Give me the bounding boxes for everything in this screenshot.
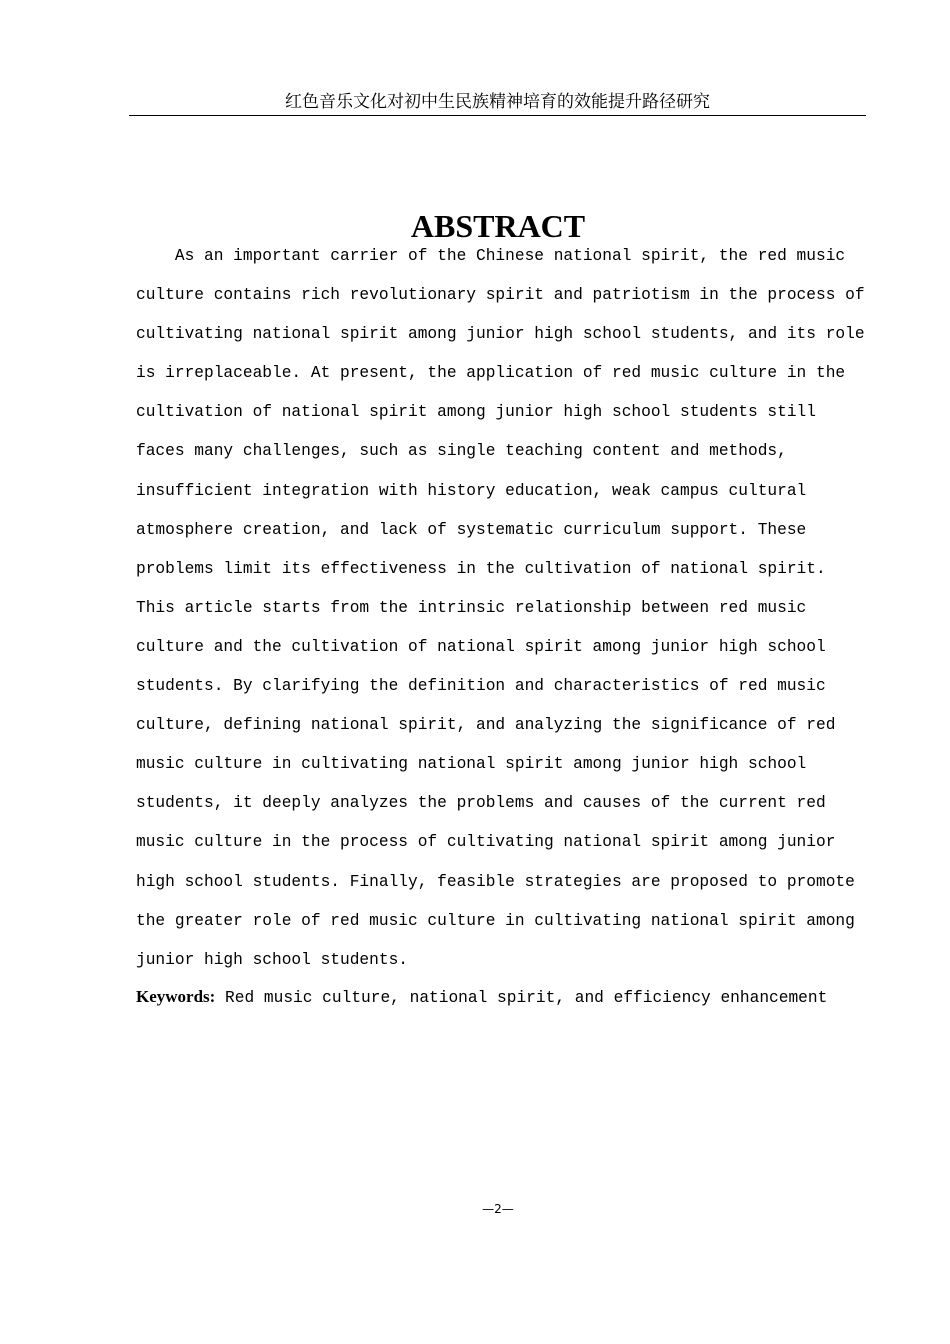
abstract-line: culture contains rich revolutionary spirit and patriotism in the process of — [136, 286, 865, 305]
abstract-line: is irreplaceable. At present, the application of red music culture in the — [136, 364, 846, 383]
keywords-label: Keywords: — [136, 987, 216, 1006]
abstract-line: cultivating national spirit among junior high school students, and its role — [136, 325, 865, 344]
abstract-line: culture and the cultivation of national spirit among junior high school — [136, 637, 826, 656]
abstract-heading: ABSTRACT — [410, 208, 586, 244]
abstract-line: problems limit its effectiveness in the cultivation of national spirit. — [136, 559, 826, 578]
abstract-line: music culture in the process of cultivating national spirit among junior — [136, 833, 836, 852]
keywords-line — [136, 984, 866, 1011]
abstract-line: students, it deeply analyzes the problems and causes of the current red — [136, 794, 826, 813]
abstract-line: junior high school students. — [136, 950, 408, 969]
keywords-text: Red music culture, national spirit, and efficiency enhancement — [215, 989, 828, 1007]
abstract-line: music culture in cultivating national spirit among junior high school — [136, 755, 807, 774]
abstract-line: culture, defining national spirit, and analyzing the significance of red — [136, 716, 836, 735]
running-header: 红色音乐文化对初中生民族精神培育的效能提升路径研究 — [129, 88, 866, 116]
abstract-line: insufficient integration with history education, weak campus cultural — [136, 481, 807, 500]
page-number: —2— — [482, 1202, 514, 1216]
abstract-body — [136, 237, 866, 980]
abstract-line: students. By clarifying the definition and characteristics of red music — [136, 677, 826, 696]
abstract-line: As an important carrier of the Chinese national spirit, the red music — [136, 247, 846, 265]
abstract-line: cultivation of national spirit among junior high school students still — [136, 403, 816, 422]
abstract-line: the greater role of red music culture in cultivating national spirit among — [136, 911, 855, 930]
abstract-line: This article starts from the intrinsic relationship between red music — [136, 598, 807, 617]
abstract-line: atmosphere creation, and lack of systematic curriculum support. These — [136, 520, 807, 539]
abstract-line: high school students. Finally, feasible strategies are proposed to promote — [136, 872, 855, 891]
abstract-line: faces many challenges, such as single teaching content and methods, — [136, 442, 787, 461]
